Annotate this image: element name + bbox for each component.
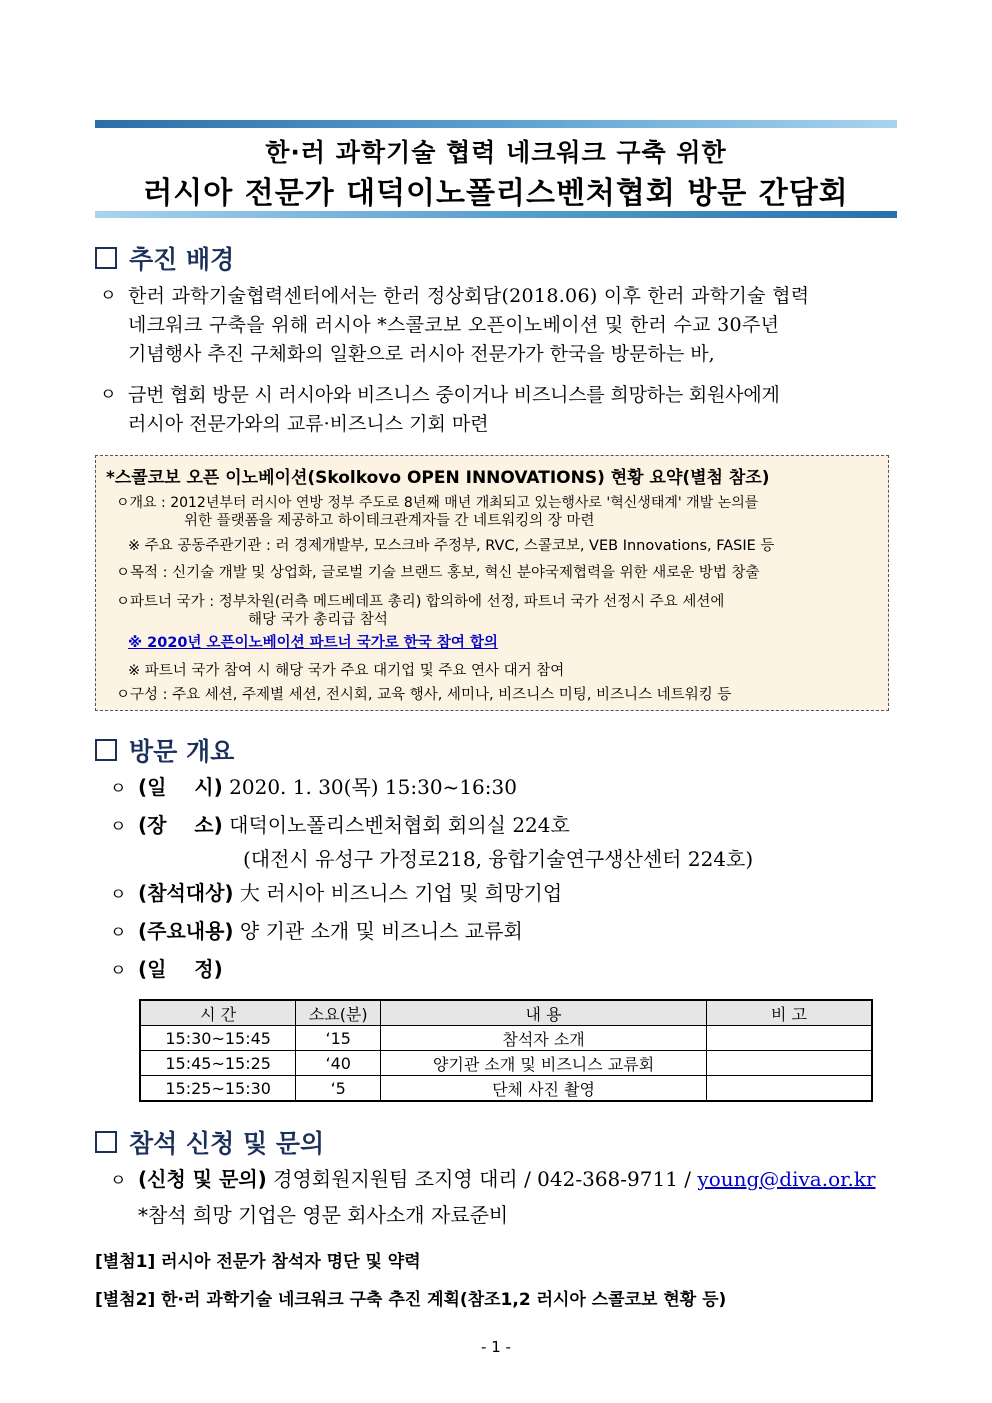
skolkovo-summary-box (95, 455, 889, 711)
bullet-circle-icon: ㅇ (100, 385, 117, 405)
title-line-2: 러시아 전문가 대덕이노폴리스벤처협회 방문 간담회 (143, 176, 849, 211)
visit-date: ㅇ (일 시) 2020. 1. 30(목) 15:30~16:30 (110, 772, 517, 804)
visit-attendees: ㅇ (참석대상) 大 러시아 비즈니스 기업 및 희망기업 (110, 878, 562, 910)
bullet-circle-icon: ㅇ (110, 817, 127, 837)
table-row (140, 1051, 872, 1076)
bullet-circle-icon: ㅇ (110, 779, 127, 799)
header-time: 시 간 (140, 1000, 296, 1026)
summary-overview-2: 위한 플랫폼을 제공하고 하이테크관계자들 간 네트워킹의 장 마련 (184, 513, 595, 529)
section-background-heading: 추진 배경 (95, 240, 234, 276)
cell-content: 참석자 소개 (381, 1026, 707, 1051)
cell-time: 15:25~15:30 (140, 1076, 296, 1102)
title-line-1: 한·러 과학기술 협력 네크워크 구축 위한 (265, 138, 727, 167)
section-visit-heading: 방문 개요 (95, 732, 234, 768)
summary-title: *스콜코보 오픈 이노베이션(Skolkovo OPEN INNOVATIONS) 현황 요약(별첨 참조) (106, 468, 770, 488)
attachment-1: [별첨1] 러시아 전문가 참석자 명단 및 약력 (95, 1252, 421, 1272)
checkbox-square-icon (95, 247, 117, 269)
section-apply-heading: 참석 신청 및 문의 (95, 1124, 324, 1160)
header-note: 비 고 (707, 1000, 873, 1026)
visit-place-detail: (대전시 유성구 가정로218, 융합기술연구생산센터 224호) (243, 847, 754, 871)
cell-duration: ‘15 (296, 1026, 381, 1051)
table-row (140, 1076, 872, 1102)
background-bullet-2: ㅇ 금번 협회 방문 시 러시아와 비즈니스 중이거나 비즈니스를 희망하는 회원사에게 러시아 전문가와의 교류·비즈니스 기회 마련 (128, 381, 898, 439)
schedule-table (139, 999, 873, 1102)
header-duration: 소요(분) (296, 1000, 381, 1026)
table-row (140, 1026, 872, 1051)
bullet-circle-icon: ㅇ (110, 1171, 127, 1191)
summary-overview-1: ㅇ개요 : 2012년부터 러시아 연방 정부 주도로 8년째 매년 개최되고 있는행사로 '혁신생태계' 개발 논의를 (116, 495, 759, 511)
cell-duration: ‘5 (296, 1076, 381, 1102)
table-header-row (140, 1000, 872, 1026)
page-number: - 1 - (481, 1338, 511, 1356)
contact-email-link[interactable]: young@diva.or.kr (697, 1167, 876, 1191)
summary-hosts: ※ 주요 공동주관기관 : 러 경제개발부, 모스크바 주정부, RVC, 스콜코보, VEB Innovations, FASIE 등 (128, 538, 775, 554)
title-bar-bottom (95, 211, 897, 218)
cell-duration: ‘40 (296, 1051, 381, 1076)
cell-note (707, 1076, 873, 1102)
cell-note (707, 1026, 873, 1051)
title-bar-top (95, 120, 897, 128)
attachment-2: [별첨2] 한·러 과학기술 네크워크 구축 추진 계획(참조1,2 러시아 스콜코보 현황 등) (95, 1290, 727, 1310)
checkbox-square-icon (95, 739, 117, 761)
bullet-circle-icon: ㅇ (110, 961, 127, 981)
visit-schedule-label: ㅇ (일 정) (110, 954, 223, 986)
apply-note: *참석 희망 기업은 영문 회사소개 자료준비 (138, 1203, 509, 1227)
summary-composition: ㅇ구성 : 주요 세션, 주제별 세션, 전시회, 교육 행사, 세미나, 비즈니스 미팅, 비즈니스 네트워킹 등 (116, 687, 732, 703)
checkbox-square-icon (95, 1131, 117, 1153)
summary-partner-1: ㅇ파트너 국가 : 정부차원(러측 메드베데프 총리) 합의하에 선정, 파트너 국가 선정시 주요 세션에 (116, 594, 725, 610)
visit-content: ㅇ (주요내용) 양 기관 소개 및 비즈니스 교류회 (110, 916, 523, 948)
cell-content: 단체 사진 촬영 (381, 1076, 707, 1102)
bullet-circle-icon: ㅇ (110, 885, 127, 905)
summary-purpose: ㅇ목적 : 신기술 개발 및 상업화, 글로벌 기술 브랜드 홍보, 혁신 분야국제협력을 위한 새로운 방법 창출 (116, 565, 760, 581)
summary-partner-note: ※ 파트너 국가 참여 시 해당 국가 주요 대기업 및 주요 연사 대거 참여 (128, 663, 565, 679)
background-bullet-1: ㅇ 한러 과학기술협력센터에서는 한러 정상회담(2018.06) 이후 한러 과학기술 협력 네크워크 구축을 위해 러시아 *스콜코보 오픈이노베이션 및 한러 수교 30주년 기념행사 추진 구체화의 일환으로 러시아 전문가가 한국을 방문하는 바, (128, 282, 898, 369)
cell-time: 15:30~15:45 (140, 1026, 296, 1051)
bullet-circle-icon: ㅇ (110, 923, 127, 943)
apply-contact: ㅇ (신청 및 문의) 경영회원지원팀 조지영 대리 / 042-368-9711 / young@diva.or.kr (110, 1164, 876, 1196)
cell-note (707, 1051, 873, 1076)
cell-time: 15:45~15:25 (140, 1051, 296, 1076)
summary-partner-2: 해당 국가 총리급 참석 (248, 612, 388, 628)
header-content: 내 용 (381, 1000, 707, 1026)
bullet-circle-icon: ㅇ (100, 286, 117, 306)
cell-content: 양기관 소개 및 비즈니스 교류회 (381, 1051, 707, 1076)
summary-korea-note: ※ 2020년 오픈이노베이션 파트너 국가로 한국 참여 합의 (128, 635, 498, 651)
visit-place: ㅇ (장 소) 대덕이노폴리스벤처협회 회의실 224호 (110, 810, 570, 842)
